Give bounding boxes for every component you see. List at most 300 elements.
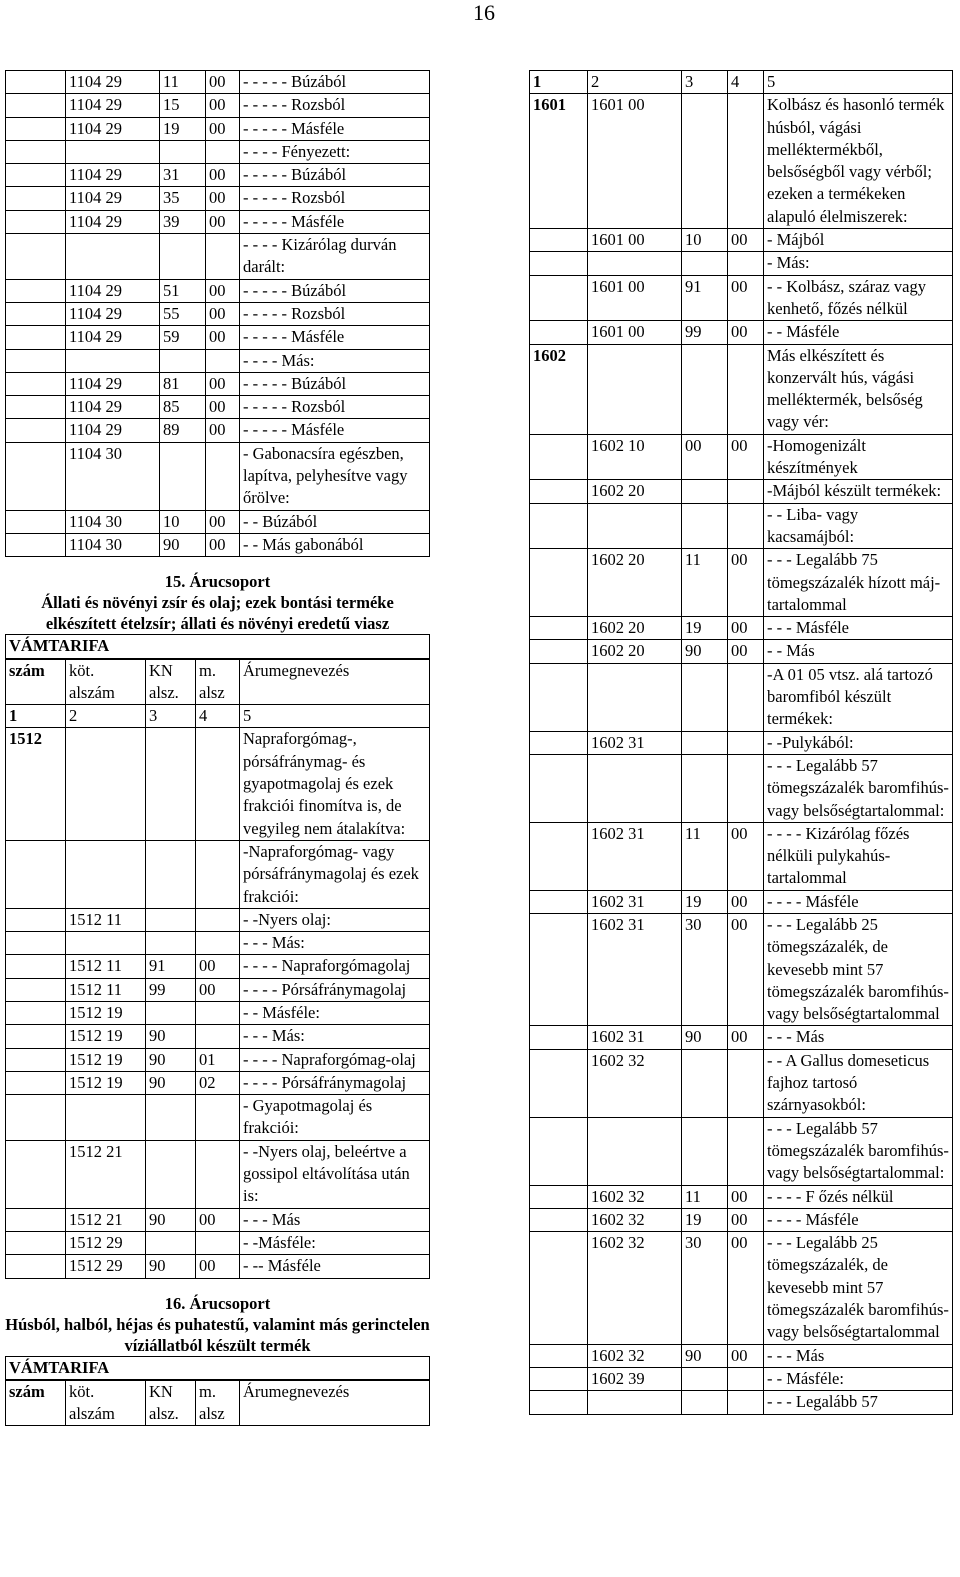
cell-national-code: 02 <box>196 1071 240 1094</box>
cell-spacer <box>6 117 66 140</box>
table-row <box>6 1380 430 1426</box>
cell-heading-number <box>530 640 588 663</box>
cell-description: - - - Másféle <box>764 617 953 640</box>
cell-description: - Gabonacsíra egészben, lapítva, pelyhesítve vagy őrölve: <box>240 442 430 510</box>
cell-subheading: 1512 19 <box>66 1071 146 1094</box>
cell-subheading: 1512 11 <box>66 978 146 1001</box>
cell-description: - - - Más <box>764 1344 953 1367</box>
cell-heading-number <box>530 1185 588 1208</box>
table-row <box>6 187 430 210</box>
cell-national-code: 00 <box>728 1185 764 1208</box>
cell-description: - - Másféle <box>764 321 953 344</box>
cell-heading-number <box>6 1048 66 1071</box>
cell-description: - - - - - Másféle <box>240 419 430 442</box>
cell-description: Árumegnevezés <box>240 1380 430 1426</box>
cell-national-code: 00 <box>206 164 240 187</box>
cell-description: - - Búzából <box>240 510 430 533</box>
cell-national-code: 00 <box>206 419 240 442</box>
cell-kn-code: 90 <box>146 1255 196 1278</box>
table-row <box>6 140 430 163</box>
cell-heading-number <box>6 840 66 908</box>
cell-spacer <box>6 442 66 510</box>
cell-national-code <box>728 252 764 275</box>
cell-description: - Májból <box>764 229 953 252</box>
cell-description: - - - - - Rozsból <box>240 396 430 419</box>
table-row <box>530 252 953 275</box>
cell-kn-code <box>682 94 728 229</box>
cell-kn-code: 10 <box>682 229 728 252</box>
cell-kn-code: 15 <box>160 94 206 117</box>
cell-national-code <box>196 840 240 908</box>
cell-spacer <box>6 396 66 419</box>
cell-subheading <box>588 1117 682 1185</box>
cell-subheading: 1104 30 <box>66 510 160 533</box>
cell-heading-number: szám <box>6 659 66 705</box>
cell-heading-number <box>530 1208 588 1231</box>
cell-subheading <box>66 840 146 908</box>
cell-heading-number <box>530 549 588 617</box>
cell-subheading: 1602 32 <box>588 1232 682 1344</box>
cell-subheading: 1104 29 <box>66 396 160 419</box>
vamtarifa-banner-16 <box>5 1356 430 1380</box>
cell-description: - - - - Napraforgómag-olaj <box>240 1048 430 1071</box>
cell-heading-number <box>530 252 588 275</box>
cell-spacer <box>6 302 66 325</box>
cell-subheading: 1602 31 <box>588 1026 682 1049</box>
cell-kn-code: 90 <box>682 1026 728 1049</box>
cell-kn-code <box>146 840 196 908</box>
table-row <box>6 1140 430 1208</box>
cell-description: 5 <box>764 71 953 94</box>
cell-national-code: 00 <box>206 210 240 233</box>
cell-description: - - - Más: <box>240 932 430 955</box>
cell-description: -Napraforgómag- vagy pórsáfránymagolaj és ezek frakciói: <box>240 840 430 908</box>
cell-national-code: 00 <box>196 955 240 978</box>
cell-heading-number: 1602 <box>530 344 588 434</box>
cell-national-code: 00 <box>206 372 240 395</box>
left-column <box>5 70 430 1426</box>
cell-description: - - - Legalább 57 tömegszázalék baromfihús- vagy belsőségtartalommal: <box>764 754 953 822</box>
cell-heading-number <box>530 663 588 731</box>
section-16-title: Húsból, halból, héjas és puhatestű, valamint más gerinctelen víziállatból készült termék <box>5 1314 430 1355</box>
table-row <box>6 705 430 728</box>
cell-kn-code: 90 <box>160 533 206 556</box>
cell-description: - - - Más <box>764 1026 953 1049</box>
table-row <box>6 117 430 140</box>
cell-kn-code <box>682 252 728 275</box>
cell-kn-code <box>146 1095 196 1141</box>
cell-kn-code <box>682 344 728 434</box>
cell-national-code: 00 <box>206 279 240 302</box>
cell-description: - - - Legalább 57 <box>764 1391 953 1414</box>
cell-heading-number <box>6 1071 66 1094</box>
cell-subheading: 1512 19 <box>66 1048 146 1071</box>
cell-kn-code: 19 <box>682 617 728 640</box>
cell-subheading: 1602 20 <box>588 480 682 503</box>
cell-subheading <box>66 234 160 280</box>
cell-subheading: 1104 29 <box>66 94 160 117</box>
table-row <box>530 1208 953 1231</box>
cell-kn-code <box>682 1367 728 1390</box>
cell-kn-code: 35 <box>160 187 206 210</box>
cell-heading-number: 1 <box>530 71 588 94</box>
cell-subheading: 1512 19 <box>66 1025 146 1048</box>
table-row <box>6 1001 430 1024</box>
cell-kn-code: 55 <box>160 302 206 325</box>
cell-description: 5 <box>240 705 430 728</box>
cell-heading-number <box>6 1140 66 1208</box>
cell-spacer <box>6 234 66 280</box>
cell-kn-code: 89 <box>160 419 206 442</box>
cell-heading-number <box>6 932 66 955</box>
cell-subheading: 1512 21 <box>66 1140 146 1208</box>
cell-kn-code: 59 <box>160 326 206 349</box>
cell-subheading: 1512 21 <box>66 1208 146 1231</box>
cell-national-code: 00 <box>206 510 240 533</box>
right-column <box>529 70 953 1415</box>
cell-subheading <box>66 140 160 163</box>
table-row <box>6 94 430 117</box>
cell-spacer <box>6 187 66 210</box>
cell-subheading: 1602 31 <box>588 731 682 754</box>
cell-kn-code <box>682 503 728 549</box>
table-row <box>530 1232 953 1344</box>
cell-description: - - - - - Másféle <box>240 117 430 140</box>
cell-description: - - - Legalább 25 tömegszázalék, de kevesebb mint 57 tömegszázalék baromfihús-vagy belsőségtartalommal <box>764 913 953 1025</box>
table-row <box>530 1026 953 1049</box>
cell-kn-code <box>160 234 206 280</box>
cell-heading-number <box>530 1026 588 1049</box>
cell-national-code: 00 <box>196 1208 240 1231</box>
table-row <box>6 659 430 705</box>
table-row <box>6 349 430 372</box>
cell-kn-code: 3 <box>146 705 196 728</box>
cell-heading-number <box>6 1231 66 1254</box>
cell-kn-code: 91 <box>146 955 196 978</box>
section-15-number: 15. Árucsoport <box>164 572 271 592</box>
cell-heading-number <box>6 1255 66 1278</box>
cell-heading-number <box>530 1232 588 1344</box>
cell-subheading <box>66 932 146 955</box>
cell-national-code: 00 <box>206 396 240 419</box>
table-row <box>530 549 953 617</box>
cell-description: - - - - F őzés nélkül <box>764 1185 953 1208</box>
cell-description: - - - - Napraforgómagolaj <box>240 955 430 978</box>
cell-kn-code <box>146 932 196 955</box>
cell-subheading: 1104 30 <box>66 533 160 556</box>
cell-national-code <box>196 1095 240 1141</box>
cell-national-code <box>728 344 764 434</box>
cell-national-code: 00 <box>728 434 764 480</box>
table-row <box>6 1231 430 1254</box>
table-row <box>530 617 953 640</box>
cell-heading-number <box>6 955 66 978</box>
cell-description: - - - - - Búzából <box>240 164 430 187</box>
cell-subheading: 1601 00 <box>588 321 682 344</box>
cell-national-code <box>206 442 240 510</box>
cell-description: Kolbász és hasonló termék húsból, vágási melléktermékből, belsőségből vagy vérből; ezeken a termékeken alapuló élelmiszerek: <box>764 94 953 229</box>
cell-description: - -Másféle: <box>240 1231 430 1254</box>
cell-spacer <box>6 210 66 233</box>
cell-national-code <box>196 728 240 840</box>
cell-kn-code: 11 <box>160 71 206 94</box>
cell-subheading: 1602 20 <box>588 549 682 617</box>
cell-national-code <box>206 234 240 280</box>
cell-kn-code: 51 <box>160 279 206 302</box>
cell-subheading: 1601 00 <box>588 275 682 321</box>
cell-national-code <box>728 94 764 229</box>
cell-national-code: 00 <box>206 533 240 556</box>
cell-national-code <box>196 1231 240 1254</box>
table-row <box>6 234 430 280</box>
cell-description: - -Pulykából: <box>764 731 953 754</box>
cell-national-code: 00 <box>728 617 764 640</box>
cell-subheading: 1602 32 <box>588 1049 682 1117</box>
cell-description: - Más: <box>764 252 953 275</box>
cell-description: - - - - Kizárólag durván darált: <box>240 234 430 280</box>
table-row <box>6 210 430 233</box>
cell-national-code: 00 <box>728 1026 764 1049</box>
cell-heading-number <box>6 1001 66 1024</box>
cell-subheading: 1512 11 <box>66 955 146 978</box>
cell-kn-code: 11 <box>682 549 728 617</box>
cell-kn-code: 19 <box>682 890 728 913</box>
cell-description: Árumegnevezés <box>240 659 430 705</box>
cell-kn-code: KN alsz. <box>146 659 196 705</box>
cell-national-code: 00 <box>206 187 240 210</box>
table-row <box>530 1049 953 1117</box>
cell-kn-code <box>682 1117 728 1185</box>
cell-subheading <box>588 344 682 434</box>
cell-description: - - - Más <box>240 1208 430 1231</box>
cell-national-code: 00 <box>206 117 240 140</box>
table-row <box>6 955 430 978</box>
cell-kn-code <box>682 1391 728 1414</box>
vamtarifa-label: VÁMTARIFA <box>6 1356 430 1379</box>
table-row <box>530 1185 953 1208</box>
cell-subheading: köt. alszám <box>66 1380 146 1426</box>
cell-subheading <box>588 754 682 822</box>
cell-heading-number <box>530 754 588 822</box>
tariff-table-11 <box>5 70 430 557</box>
table-row <box>530 503 953 549</box>
cell-subheading <box>588 503 682 549</box>
table-row <box>6 840 430 908</box>
table-row <box>530 1367 953 1390</box>
cell-description: - - - - Pórsáfránymagolaj <box>240 978 430 1001</box>
cell-national-code: 00 <box>728 913 764 1025</box>
cell-description: - - - - - Búzából <box>240 372 430 395</box>
cell-national-code <box>728 663 764 731</box>
table-row <box>530 640 953 663</box>
cell-national-code: 00 <box>728 1232 764 1344</box>
cell-heading-number <box>530 731 588 754</box>
cell-national-code <box>728 731 764 754</box>
cell-kn-code <box>682 754 728 822</box>
table-row <box>530 321 953 344</box>
cell-description: - - - - - Rozsból <box>240 94 430 117</box>
cell-spacer <box>6 510 66 533</box>
cell-subheading: 1602 20 <box>588 640 682 663</box>
cell-kn-code: 30 <box>682 1232 728 1344</box>
cell-kn-code: 11 <box>682 1185 728 1208</box>
cell-kn-code: 39 <box>160 210 206 233</box>
cell-national-code <box>196 1140 240 1208</box>
cell-national-code <box>196 932 240 955</box>
cell-description: - - - Legalább 75 tömegszázalék hízott máj-tartalommal <box>764 549 953 617</box>
cell-heading-number <box>530 1344 588 1367</box>
cell-kn-code: 90 <box>146 1071 196 1094</box>
table-row <box>6 908 430 931</box>
cell-national-code <box>728 1117 764 1185</box>
cell-description: - - - - - Rozsból <box>240 187 430 210</box>
cell-kn-code: 91 <box>682 275 728 321</box>
cell-national-code: 00 <box>206 302 240 325</box>
table-row <box>6 326 430 349</box>
cell-description: - - - - - Rozsból <box>240 302 430 325</box>
table-row <box>530 1391 953 1414</box>
cell-subheading: 1104 29 <box>66 372 160 395</box>
cell-subheading <box>588 663 682 731</box>
cell-national-code <box>728 1391 764 1414</box>
cell-subheading: 1602 31 <box>588 890 682 913</box>
page-number: 16 <box>473 0 495 25</box>
cell-national-code <box>206 349 240 372</box>
cell-heading-number: 1512 <box>6 728 66 840</box>
cell-subheading: 1104 29 <box>66 187 160 210</box>
table-row <box>530 480 953 503</box>
cell-description: - - - - - Másféle <box>240 326 430 349</box>
vamtarifa-label: VÁMTARIFA <box>6 635 430 658</box>
table-row <box>530 822 953 890</box>
cell-spacer <box>6 533 66 556</box>
tariff-table-15 <box>5 659 430 1279</box>
table-row <box>530 890 953 913</box>
cell-description: - - Más <box>764 640 953 663</box>
cell-heading-number <box>530 617 588 640</box>
cell-heading-number <box>530 503 588 549</box>
cell-heading-number <box>530 434 588 480</box>
table-row <box>530 754 953 822</box>
cell-heading-number: 1601 <box>530 94 588 229</box>
table-row <box>6 71 430 94</box>
cell-subheading: 1601 00 <box>588 229 682 252</box>
cell-kn-code: 99 <box>682 321 728 344</box>
cell-subheading: 1104 30 <box>66 442 160 510</box>
cell-heading-number <box>530 1391 588 1414</box>
cell-heading-number <box>530 890 588 913</box>
cell-subheading <box>588 1391 682 1414</box>
cell-heading-number <box>530 480 588 503</box>
cell-subheading: 1104 29 <box>66 419 160 442</box>
cell-national-code <box>196 908 240 931</box>
cell-kn-code <box>160 140 206 163</box>
cell-subheading: 1602 32 <box>588 1185 682 1208</box>
cell-heading-number <box>530 1117 588 1185</box>
cell-kn-code: 3 <box>682 71 728 94</box>
cell-kn-code: KN alsz. <box>146 1380 196 1426</box>
cell-spacer <box>6 164 66 187</box>
cell-kn-code <box>682 663 728 731</box>
table-row <box>530 71 953 94</box>
cell-national-code: 00 <box>196 978 240 1001</box>
table-row <box>6 1255 430 1278</box>
cell-heading-number: szám <box>6 1380 66 1426</box>
cell-national-code: 00 <box>728 890 764 913</box>
table-row <box>6 932 430 955</box>
table-row <box>6 1071 430 1094</box>
cell-subheading: 2 <box>66 705 146 728</box>
cell-kn-code: 90 <box>146 1048 196 1071</box>
table-row <box>6 164 430 187</box>
cell-spacer <box>6 140 66 163</box>
cell-kn-code: 31 <box>160 164 206 187</box>
table-row <box>530 94 953 229</box>
cell-national-code: 00 <box>728 549 764 617</box>
cell-heading-number <box>530 321 588 344</box>
cell-description: - -Nyers olaj, beleértve a gossipol eltávolítása után is: <box>240 1140 430 1208</box>
cell-kn-code: 11 <box>682 822 728 890</box>
cell-heading-number <box>530 275 588 321</box>
cell-heading-number <box>530 822 588 890</box>
table-row <box>6 442 430 510</box>
table-row <box>6 1025 430 1048</box>
cell-national-code: m. alsz <box>196 1380 240 1426</box>
cell-subheading: 1104 29 <box>66 210 160 233</box>
cell-description: - - A Gallus domeseticus fajhoz tartosó szárnyasokból: <box>764 1049 953 1117</box>
cell-national-code: 00 <box>728 275 764 321</box>
cell-description: - - Kolbász, száraz vagy kenhető, főzés nélkül <box>764 275 953 321</box>
cell-description: - - - - Fényezett: <box>240 140 430 163</box>
cell-heading-number <box>6 908 66 931</box>
cell-heading-number <box>6 978 66 1001</box>
cell-national-code <box>728 1367 764 1390</box>
cell-kn-code: 90 <box>146 1025 196 1048</box>
table-row <box>530 434 953 480</box>
cell-kn-code: 99 <box>146 978 196 1001</box>
table-row <box>6 533 430 556</box>
cell-subheading: 1512 29 <box>66 1231 146 1254</box>
cell-heading-number <box>6 1095 66 1141</box>
cell-subheading: 1104 29 <box>66 164 160 187</box>
cell-kn-code <box>146 1001 196 1024</box>
cell-description: - - - - - Búzából <box>240 71 430 94</box>
cell-subheading: 1512 19 <box>66 1001 146 1024</box>
cell-kn-code <box>682 1049 728 1117</box>
cell-heading-number: 1 <box>6 705 66 728</box>
cell-subheading <box>66 728 146 840</box>
cell-national-code <box>728 1049 764 1117</box>
table-row <box>6 302 430 325</box>
cell-description: Napraforgómag-, pórsáfránymag- és gyapotmagolaj és ezek frakciói finomítva is, de vegyileg nem átalakítva: <box>240 728 430 840</box>
cell-kn-code: 19 <box>160 117 206 140</box>
cell-description: - - Más gabonából <box>240 533 430 556</box>
cell-subheading: köt. alszám <box>66 659 146 705</box>
cell-description: - - Másféle: <box>240 1001 430 1024</box>
table-row <box>530 913 953 1025</box>
cell-national-code: 00 <box>206 326 240 349</box>
cell-subheading: 1602 39 <box>588 1367 682 1390</box>
cell-spacer <box>6 419 66 442</box>
table-row <box>530 731 953 754</box>
cell-national-code: 01 <box>196 1048 240 1071</box>
table-row <box>6 978 430 1001</box>
cell-description: - Gyapotmagolaj és frakciói: <box>240 1095 430 1141</box>
section-16-number: 16. Árucsoport <box>164 1293 271 1313</box>
cell-national-code: 00 <box>206 71 240 94</box>
cell-national-code <box>196 1001 240 1024</box>
cell-description: - - Liba- vagy kacsamájból: <box>764 503 953 549</box>
